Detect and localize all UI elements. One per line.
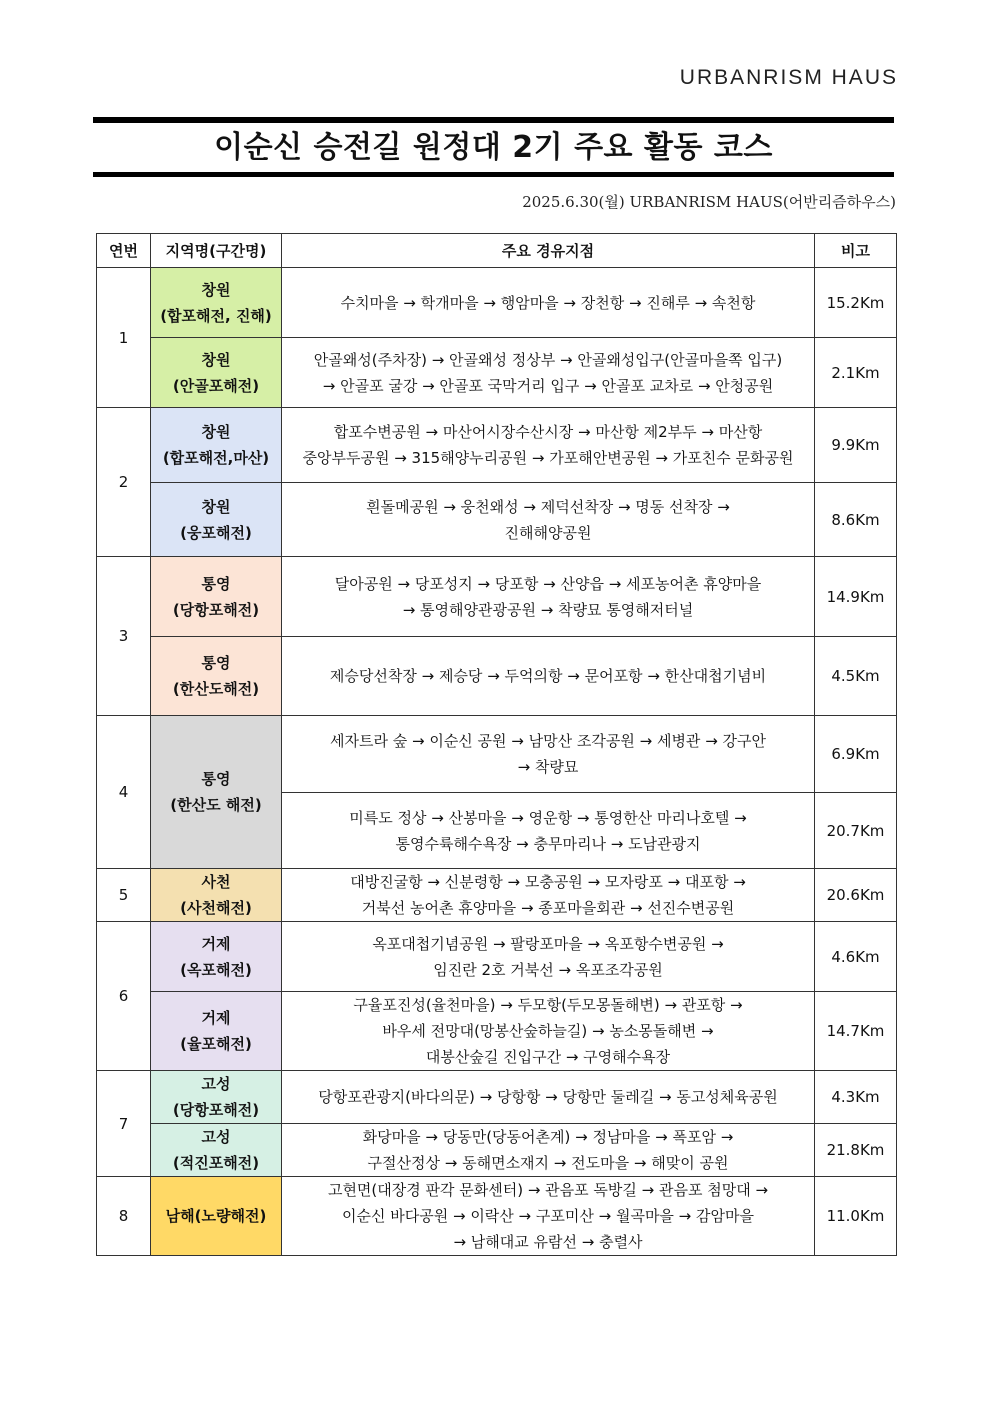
route-line: 진해해양공원 — [504, 523, 592, 542]
route-cell — [282, 1177, 815, 1256]
table-row — [97, 1177, 897, 1256]
route-cell — [282, 1071, 815, 1124]
route-line: 거북선 농어촌 휴양마을 → 종포마을회관 → 선진수변공원 — [361, 899, 735, 917]
region-city: 거제 — [201, 1009, 231, 1027]
region-cell — [151, 483, 282, 557]
distance-cell: 20.6Km — [815, 869, 897, 922]
region-section: (웅포해전) — [180, 523, 252, 542]
region-city: 창원 — [201, 497, 231, 516]
route-line: → 안골포 굴강 → 안골포 국막거리 입구 → 안골포 교차로 → 안청공원 — [322, 376, 774, 395]
distance-cell: 14.7Km — [815, 992, 897, 1071]
route-line: 미륵도 정상 → 산봉마을 → 영운항 → 통영한산 마리나호텔 → — [349, 808, 747, 827]
route-cell — [282, 268, 815, 338]
page-title: 이순신 승전길 원정대 2기 주요 활동 코스 — [214, 130, 773, 165]
distance-cell: 11.0Km — [815, 1177, 897, 1256]
distance-cell: 15.2Km — [815, 268, 897, 338]
route-line: → 통영해양관광공원 → 착량묘 통영해저터널 — [402, 600, 694, 619]
row-number: 8 — [97, 1177, 151, 1256]
header-no: 연번 — [97, 234, 151, 268]
header-note: 비고 — [815, 234, 897, 268]
route-cell — [282, 557, 815, 637]
region-section: (옥포해전) — [180, 960, 252, 979]
table-row — [97, 408, 897, 483]
region-cell — [151, 338, 282, 408]
table-row — [97, 869, 897, 922]
region-cell — [151, 1177, 282, 1256]
row-number: 5 — [97, 869, 151, 922]
region-cell — [151, 408, 282, 483]
route-line: 이순신 바다공원 → 이락산 → 구포미산 → 월곡마을 → 감암마을 — [342, 1207, 754, 1225]
row-number: 1 — [97, 268, 151, 408]
route-cell — [282, 992, 815, 1071]
region-cell — [151, 1071, 282, 1124]
distance-cell: 20.7Km — [815, 793, 897, 869]
route-cell — [282, 922, 815, 992]
header-region: 지역명(구간명) — [151, 234, 282, 268]
distance-cell: 2.1Km — [815, 338, 897, 408]
region-section: (한산도해전) — [172, 680, 260, 698]
region-city: 남해(노량해전) — [165, 1207, 267, 1225]
distance-cell: 6.9Km — [815, 716, 897, 793]
table-row — [97, 557, 897, 637]
route-line: 합포수변공원 → 마산어시장수산시장 → 마산항 제2부두 → 마산항 — [333, 423, 763, 441]
route-line: 고현면(대장경 판각 문화센터) → 관음포 독방길 → 관음포 첨망대 → — [327, 1181, 769, 1199]
route-cell — [282, 637, 815, 716]
route-line: 달아공원 → 당포성지 → 당포항 → 산양읍 → 세포농어촌 휴양마을 — [334, 574, 762, 593]
brand-logo-text: URBANRISM HAUS — [679, 66, 898, 89]
distance-cell: 8.6Km — [815, 483, 897, 557]
region-section: (당항포해전) — [172, 1101, 260, 1119]
region-cell — [151, 1124, 282, 1177]
region-city: 고성 — [201, 1128, 231, 1146]
distance-cell: 14.9Km — [815, 557, 897, 637]
region-city: 통영 — [201, 770, 231, 788]
row-number: 3 — [97, 557, 151, 716]
row-number: 4 — [97, 716, 151, 869]
region-city: 거제 — [201, 934, 231, 953]
region-section: (합포해전,마산) — [162, 449, 270, 467]
route-line: 화당마을 → 당동만(당동어촌계) → 정남마을 → 폭포암 → — [362, 1128, 734, 1146]
route-line: 구율포진성(율천마을) → 두모항(두모몽돌해변) → 관포항 → — [353, 996, 743, 1014]
row-number: 7 — [97, 1071, 151, 1177]
region-section: (사천해전) — [180, 899, 252, 917]
distance-cell: 4.6Km — [815, 922, 897, 992]
table-row — [97, 716, 897, 793]
route-line: 당항포관광지(바다의문) → 당항항 → 당항만 둘레길 → 동고성체육공원 — [318, 1088, 778, 1106]
route-line: 바우세 전망대(망봉산숲하늘길) → 농소몽돌해변 → — [382, 1022, 714, 1040]
table-row — [97, 992, 897, 1071]
route-line: 옥포대첩기념공원 → 팔랑포마을 → 옥포항수변공원 → — [372, 934, 724, 953]
region-city: 창원 — [201, 280, 231, 299]
region-section: (한산도 해전) — [170, 796, 262, 814]
table-row — [97, 338, 897, 408]
route-cell — [282, 793, 815, 869]
row-number: 6 — [97, 922, 151, 1071]
table-row — [97, 483, 897, 557]
table-row — [97, 268, 897, 338]
route-cell — [282, 483, 815, 557]
distance-cell: 21.8Km — [815, 1124, 897, 1177]
region-city: 창원 — [201, 350, 231, 369]
route-cell — [282, 869, 815, 922]
region-city: 통영 — [201, 654, 231, 672]
distance-cell: 4.5Km — [815, 637, 897, 716]
route-cell — [282, 1124, 815, 1177]
region-city: 창원 — [201, 423, 231, 441]
distance-cell: 9.9Km — [815, 408, 897, 483]
route-line: 대봉산숲길 진입구간 → 구영해수욕장 — [425, 1048, 671, 1066]
region-section: (합포해전, 진해) — [160, 306, 272, 325]
route-line: 중앙부두공원 → 315해양누리공원 → 가포해안변공원 → 가포친수 문화공원 — [302, 449, 794, 467]
region-cell — [151, 869, 282, 922]
region-section: (당항포해전) — [172, 600, 260, 619]
route-line: 구절산정상 → 동해면소재지 → 전도마을 → 해맞이 공원 — [367, 1154, 729, 1172]
region-city: 사천 — [201, 873, 231, 891]
route-line: 임진란 2호 거북선 → 옥포조각공원 — [433, 960, 663, 979]
date-line: 2025.6.30(월) URBANRISM HAUS(어반리즘하우스) — [522, 193, 896, 211]
route-cell — [282, 408, 815, 483]
title-rule-top — [93, 117, 894, 123]
region-cell — [151, 992, 282, 1071]
table-header-row — [97, 234, 897, 268]
route-line: → 착량묘 — [517, 758, 579, 776]
route-line: 제승당선착장 → 제승당 → 두억의항 → 문어포항 → 한산대첩기념비 — [329, 667, 767, 685]
course-table — [96, 233, 897, 1256]
region-cell — [151, 268, 282, 338]
table-row — [97, 1071, 897, 1124]
route-line: 대방진굴항 → 신분령항 → 모충공원 → 모자랑포 → 대포항 → — [350, 873, 746, 891]
region-city: 고성 — [201, 1075, 231, 1093]
row-number: 2 — [97, 408, 151, 557]
region-cell — [151, 716, 282, 869]
region-cell — [151, 637, 282, 716]
region-section: (율포해전) — [180, 1035, 252, 1053]
route-cell — [282, 716, 815, 793]
region-city: 통영 — [201, 574, 231, 593]
header-route: 주요 경유지점 — [282, 234, 815, 268]
distance-cell: 4.3Km — [815, 1071, 897, 1124]
region-section: (적진포해전) — [172, 1154, 260, 1172]
route-line: 통영수륙해수욕장 → 충무마리나 → 도남관광지 — [395, 834, 701, 853]
route-cell — [282, 338, 815, 408]
region-section: (안골포해전) — [172, 376, 260, 395]
route-line: 세자트라 숲 → 이순신 공원 → 남망산 조각공원 → 세병관 → 강구안 — [330, 732, 766, 750]
route-line: 안골왜성(주차장) → 안골왜성 정상부 → 안골왜성입구(안골마을쪽 입구) — [313, 350, 783, 369]
table-row — [97, 922, 897, 992]
table-row — [97, 637, 897, 716]
region-cell — [151, 922, 282, 992]
region-cell — [151, 557, 282, 637]
route-line: 수치마을 → 학개마을 → 행암마을 → 장천항 → 진해루 → 속천항 — [340, 293, 756, 312]
route-line: 흰돌메공원 → 웅천왜성 → 제덕선착장 → 명동 선착장 → — [366, 497, 730, 516]
table-row — [97, 1124, 897, 1177]
route-line: → 남해대교 유람선 → 충렬사 — [453, 1233, 643, 1251]
title-rule-bottom — [93, 172, 894, 177]
